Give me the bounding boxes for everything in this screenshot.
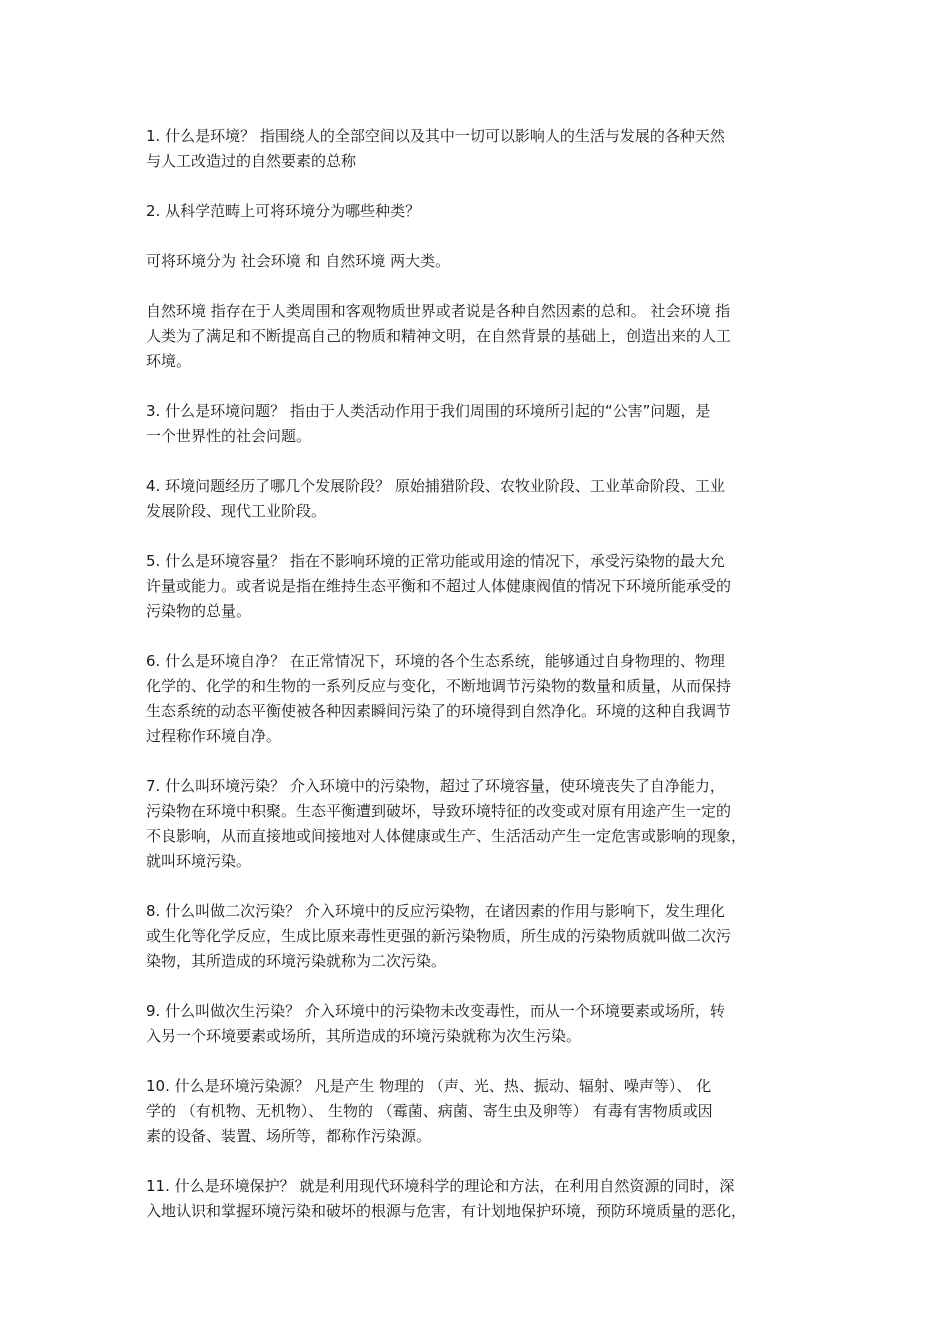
text-line: 过程称作环境自净。: [146, 727, 282, 745]
paragraph: [146, 1174, 806, 1224]
text-line: 入另一个环境要素或场所，其所造成的环境污染就称为次生污染。: [146, 1027, 582, 1045]
text-line: 环境。: [146, 352, 192, 370]
text-line: 9. 什么叫做次生污染？ 介入环境中的污染物未改变毒性，而从一个环境要素或场所，转: [146, 1002, 725, 1020]
text-line: 学的 （有机物、无机物）、 生物的 （霉菌、病菌、寄生虫及卵等） 有毒有害物质或因: [146, 1102, 713, 1120]
paragraph: [146, 549, 806, 624]
text-line: 人类为了满足和不断提高自己的物质和精神文明，在自然背景的基础上，创造出来的人工: [146, 327, 732, 345]
text-line: 2. 从科学范畴上可将环境分为哪些种类？: [146, 202, 421, 220]
text-line: 与人工改造过的自然要素的总称: [146, 152, 357, 170]
text-line: 化学的、化学的和生物的一系列反应与变化，不断地调节污染物的数量和质量，从而保持: [146, 677, 732, 695]
text-line: 自然环境 指存在于人类周围和客观物质世界或者说是各种自然因素的总和。 社会环境 指: [146, 302, 731, 320]
text-line: 污染物在环境中积聚。生态平衡遭到破坏，导致环境特征的改变或对原有用途产生一定的: [146, 802, 732, 820]
paragraph: [146, 649, 806, 749]
text-line: 10. 什么是环境污染源？ 凡是产生 物理的 （声、光、热、振动、辐射、噪声等）、 化: [146, 1077, 712, 1095]
text-line: 6. 什么是环境自净？ 在正常情况下，环境的各个生态系统，能够通过自身物理的、物理: [146, 652, 725, 670]
text-line: 素的设备、装置、场所等，都称作污染源。: [146, 1127, 432, 1145]
paragraph: [146, 249, 806, 274]
text-line: 可将环境分为 社会环境 和 自然环境 两大类。: [146, 252, 451, 270]
paragraph: [146, 474, 806, 524]
document-page: [146, 124, 806, 1249]
paragraph: [146, 399, 806, 449]
text-line: 染物，其所造成的环境污染就称为二次污染。: [146, 952, 447, 970]
text-line: 许量或能力。或者说是指在维持生态平衡和不超过人体健康阀值的情况下环境所能承受的: [146, 577, 732, 595]
paragraph: [146, 199, 806, 224]
paragraph: [146, 999, 806, 1049]
text-line: 不良影响，从而直接地或间接地对人体健康或生产、生活活动产生一定危害或影响的现象，: [146, 827, 747, 845]
text-line: 一个世界性的社会问题。: [146, 427, 312, 445]
paragraph: [146, 899, 806, 974]
paragraph: [146, 774, 806, 874]
paragraph: [146, 299, 806, 374]
text-line: 3. 什么是环境问题？ 指由于人类活动作用于我们周围的环境所引起的“公害”问题，是: [146, 402, 711, 420]
text-line: 发展阶段、现代工业阶段。: [146, 502, 327, 520]
text-line: 生态系统的动态平衡使被各种因素瞬间污染了的环境得到自然净化。环境的这种自我调节: [146, 702, 732, 720]
text-line: 1. 什么是环境？ 指围绕人的全部空间以及其中一切可以影响人的生活与发展的各种天然: [146, 127, 725, 145]
text-line: 5. 什么是环境容量？ 指在不影响环境的正常功能或用途的情况下，承受污染物的最大允: [146, 552, 725, 570]
text-line: 污染物的总量。: [146, 602, 252, 620]
text-line: 入地认识和掌握环境污染和破坏的根源与危害，有计划地保护环境，预防环境质量的恶化，: [146, 1202, 747, 1220]
text-line: 11. 什么是环境保护？ 就是利用现代环境科学的理论和方法，在利用自然资源的同时，深: [146, 1177, 735, 1195]
paragraph: [146, 124, 806, 174]
text-line: 4. 环境问题经历了哪几个发展阶段？ 原始捕猎阶段、农牧业阶段、工业革命阶段、工业: [146, 477, 725, 495]
text-line: 就叫环境污染。: [146, 852, 252, 870]
text-line: 或生化等化学反应，生成比原来毒性更强的新污染物质，所生成的污染物质就叫做二次污: [146, 927, 732, 945]
text-line: 7. 什么叫环境污染？ 介入环境中的污染物，超过了环境容量，使环境丧失了自净能力，: [146, 777, 725, 795]
paragraph: [146, 1074, 806, 1149]
text-line: 8. 什么叫做二次污染？ 介入环境中的反应污染物，在诸因素的作用与影响下，发生理化: [146, 902, 725, 920]
